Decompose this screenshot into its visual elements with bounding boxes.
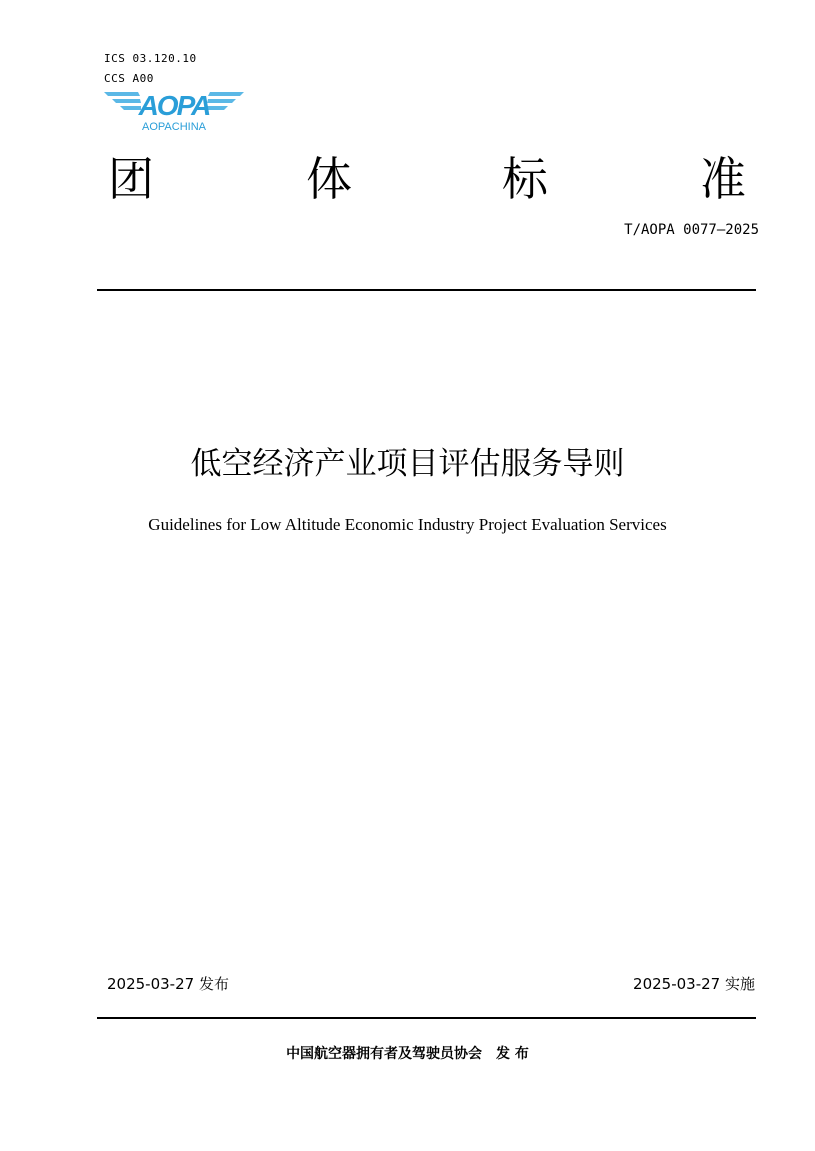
publisher: 中国航空器拥有者及驾驶员协会 发 布	[286, 1046, 529, 1062]
doc-type-char-3: 标	[502, 152, 548, 206]
doc-type-char-2: 体	[306, 152, 352, 206]
ics-code: ICS 03.120.10	[104, 52, 197, 65]
bottom-divider	[97, 1017, 756, 1019]
logo-wordmark: AOPA	[138, 90, 210, 121]
title-english: Guidelines for Low Altitude Economic Industry Project Evaluation Services	[148, 515, 667, 534]
aopa-logo	[104, 88, 244, 134]
doc-type-char-4: 准	[700, 152, 746, 206]
issue-date: 2025-03-27 发布	[107, 975, 229, 993]
standard-number: T/AOPA 0077—2025	[624, 222, 759, 238]
logo-subtext: AOPACHINA	[142, 121, 206, 133]
aopa-logo-graphic	[104, 88, 244, 134]
top-divider	[97, 289, 756, 291]
title-chinese: 低空经济产业项目评估服务导则	[190, 446, 625, 482]
doc-type-char-1: 团	[108, 152, 154, 206]
implement-date: 2025-03-27 实施	[633, 975, 755, 993]
ccs-code: CCS A00	[104, 72, 154, 85]
